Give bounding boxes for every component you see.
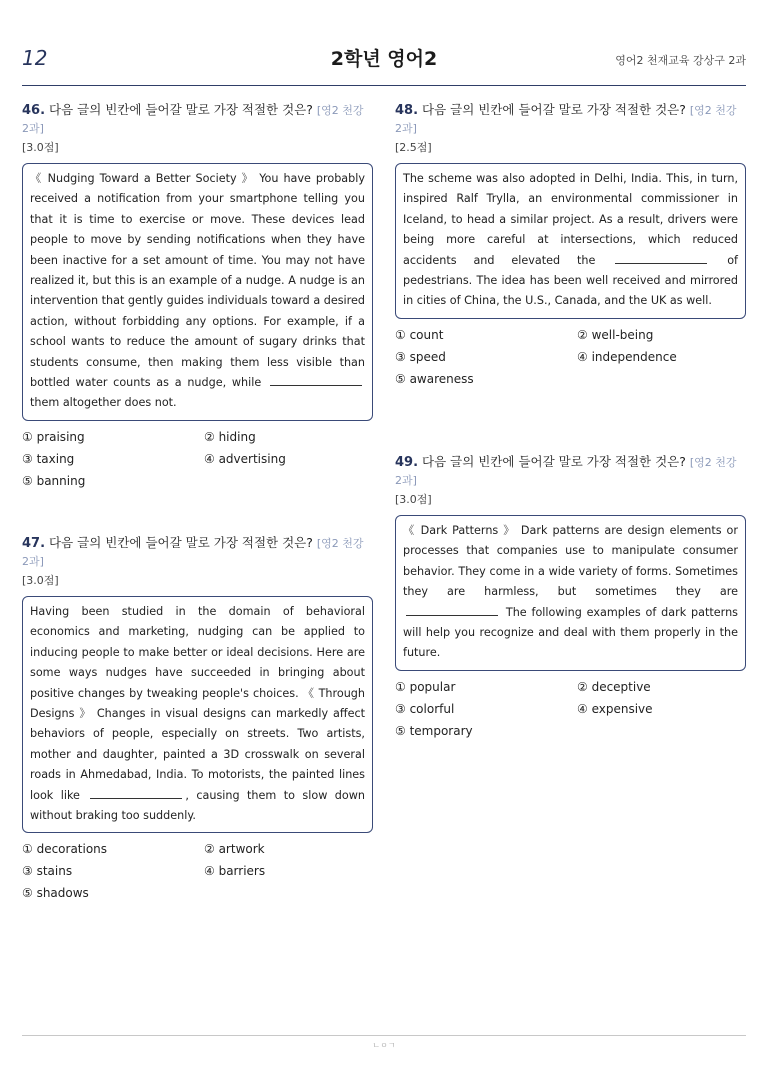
passage-box [22,163,373,421]
passage-text: Having been studied in the domain of behavioral economics and marketing, nudging can be applied to inducing people to make better or ideal decisions. Here are some ways nudges have succeeded in bringing about positive changes by tweaking people's choices. 《 Through Designs 》 Changes in visual designs can markedly affect behaviors of people, especially on streets. Two artists, mother and daughter, painted a 3D crosswalk on several roads in Ahmedabad, India. To motorists, the painted lines look like [30,605,365,802]
choice-1[interactable]: ① decorations [22,842,108,857]
choice-3[interactable]: ③ speed [395,349,446,364]
choice-4[interactable]: ④ expensive [577,701,653,716]
footer-mark: ㄴㅇㄱ [372,1041,396,1050]
choice-5[interactable]: ⑤ banning [22,473,86,488]
passage-text: 《 Nudging Toward a Better Society 》 You have probably received a notification from your smartphone telling you that it is time to exercise or move. These devices lead people to move by sending notifications when they have been inactive for a set amount of time. You may not have realized it, but this is an example of a nudge. A nudge is an intervention that gently guides individuals toward a desired action, without forbidding any options. For example, if a school wants to reduce the amount of sugary drinks that students consume, then making them less visible than bottled water counts as a nudge, while [30,172,365,390]
question-49 [395,453,746,742]
question-prompt: 다음 글의 빈칸에 들어갈 말로 가장 적절한 것은? [422,454,686,469]
answer-choices [22,838,373,904]
answer-choices [22,426,373,492]
passage-text: of pedestrians. The idea has been well received and mirrored in cities of China, the U.S., Canada, and the UK as well. [403,253,738,308]
question-heading [395,101,746,137]
question-tag: [영2 천강 2과] [395,104,737,135]
choice-4[interactable]: ④ barriers [204,864,266,879]
question-number: 46. [22,103,46,118]
passage-text: , causing them to slow down without braking too suddenly. [30,788,365,823]
answer-blank [406,605,498,616]
choice-3[interactable]: ③ taxing [22,451,75,466]
choice-1[interactable]: ① popular [395,679,456,694]
question-prompt: 다음 글의 빈칸에 들어갈 말로 가장 적절한 것은? [49,535,313,550]
question-heading [395,453,746,489]
choice-5[interactable]: ⑤ awareness [395,371,474,386]
choice-5[interactable]: ⑤ shadows [22,886,89,901]
choice-3[interactable]: ③ stains [22,864,73,879]
question-47 [22,534,373,904]
choice-2[interactable]: ② hiding [204,429,256,444]
question-number: 47. [22,536,46,551]
question-number: 49. [395,455,419,470]
question-48 [395,101,746,390]
question-prompt: 다음 글의 빈칸에 들어갈 말로 가장 적절한 것은? [422,102,686,117]
question-heading [22,101,373,137]
choice-2[interactable]: ② artwork [204,842,265,857]
answer-blank [270,375,362,386]
question-points: [3.0점] [22,574,59,587]
question-points: [3.0점] [395,493,432,506]
passage-text: The scheme was also adopted in Delhi, India. This, in turn, inspired Ralf Trylla, an environmental commissioner in Iceland, to head a similar project. As a result, drivers were being more careful at intersections, which reduced accidents and elevated the [403,172,738,267]
question-prompt: 다음 글의 빈칸에 들어갈 말로 가장 적절한 것은? [49,102,313,117]
page-source: 영어2 천재교육 강상구 2과 [615,54,746,67]
question-tag: [영2 천강 2과] [395,456,737,487]
page-number: 12 [22,46,48,70]
answer-blank [90,788,182,799]
passage-text: them altogether does not. [30,396,177,410]
choice-5[interactable]: ⑤ temporary [395,723,473,738]
question-heading [22,534,373,570]
choice-1[interactable]: ① count [395,327,444,342]
page-header [22,44,746,86]
passage-text: The following examples of dark patterns will help you recognize and deal with them properly in the future. [403,605,738,660]
footer-divider [22,1035,746,1036]
answer-choices [395,324,746,390]
passage-text: 《 Dark Patterns 》 Dark patterns are design elements or processes that companies use to manipulate consumer behavior. They come in a wide variety of forms. Sometimes they are harmless, but sometimes they are [403,524,738,599]
answer-choices [395,676,746,742]
passage-box [22,596,373,833]
question-number: 48. [395,103,419,118]
question-tag: [영2 천강 2과] [22,104,364,135]
page-title: 2학년 영어2 [330,48,438,70]
choice-1[interactable]: ① praising [22,429,85,444]
passage-box [395,515,746,671]
choice-2[interactable]: ② deceptive [577,679,651,694]
answer-blank [615,253,707,264]
question-tag: [영2 천강 2과] [22,537,364,568]
question-46 [22,101,373,492]
question-points: [3.0점] [22,141,59,154]
choice-3[interactable]: ③ colorful [395,701,455,716]
question-points: [2.5점] [395,141,432,154]
passage-box [395,163,746,319]
choice-2[interactable]: ② well-being [577,327,654,342]
choice-4[interactable]: ④ independence [577,349,677,364]
choice-4[interactable]: ④ advertising [204,451,286,466]
